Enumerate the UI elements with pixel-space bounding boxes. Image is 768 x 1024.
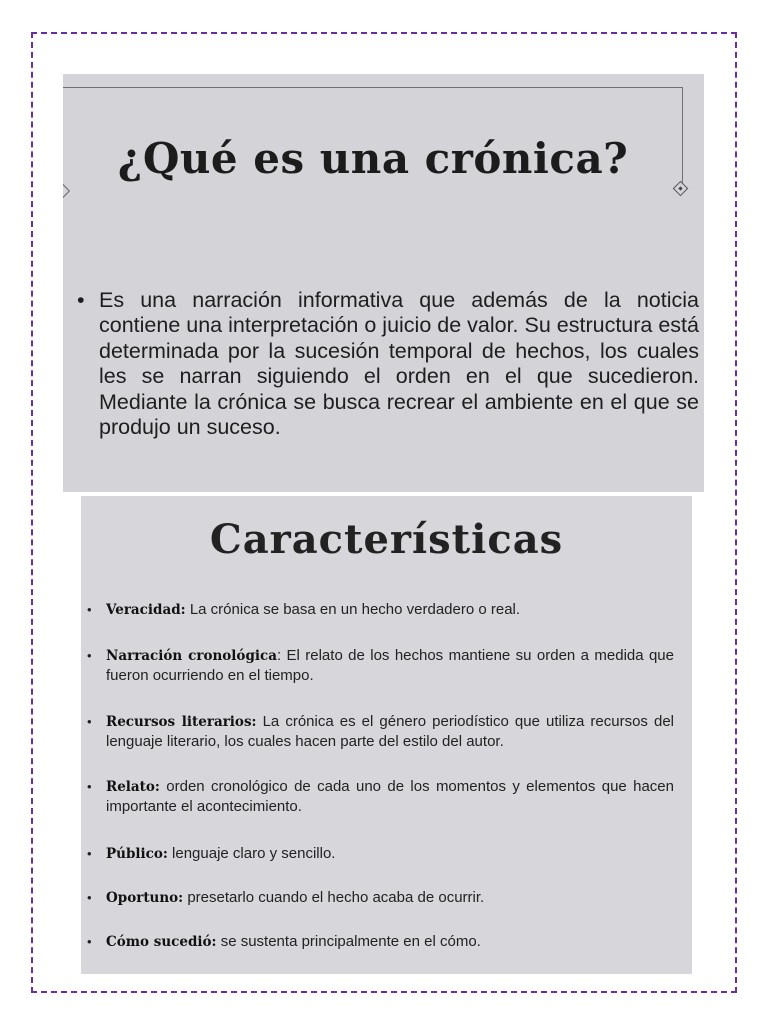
item-text: presetarlo cuando el hecho acaba de ocurrir. bbox=[183, 889, 485, 906]
bullet-icon: • bbox=[87, 934, 92, 949]
list-item-relato bbox=[87, 777, 674, 816]
list-item-veracidad bbox=[87, 600, 674, 620]
item-text: orden cronológico de cada uno de los momentos y elementos que hacen importante el acontecimiento. bbox=[106, 778, 674, 815]
slide-top-rule bbox=[63, 87, 683, 88]
item-text: La crónica es el género periodístico que utiliza recursos del lenguaje literario, los cuales hacen parte del estilo del autor. bbox=[106, 713, 674, 750]
slide-title: ¿Qué es una crónica? bbox=[117, 134, 629, 183]
item-term: Oportuno: bbox=[106, 890, 184, 906]
bullet-icon: • bbox=[87, 846, 92, 861]
definition-paragraph bbox=[77, 288, 699, 440]
list-item-recursos-literarios bbox=[87, 712, 674, 751]
item-term: Recursos literarios: bbox=[106, 714, 257, 730]
slide-characteristics bbox=[81, 496, 692, 974]
bullet-icon: • bbox=[87, 602, 92, 617]
diamond-ornament-left-icon bbox=[63, 184, 70, 198]
item-term: Narración cronológica bbox=[106, 648, 277, 664]
item-term: Cómo sucedió: bbox=[106, 934, 217, 950]
item-text: : El relato de los hechos mantiene su orden a medida que fueron ocurriendo en el tiempo. bbox=[106, 647, 674, 684]
characteristics-title: Características bbox=[209, 516, 564, 563]
item-term: Relato: bbox=[106, 779, 160, 795]
item-text: lenguaje claro y sencillo. bbox=[167, 845, 336, 862]
bullet-icon: • bbox=[87, 779, 92, 794]
bullet-icon: • bbox=[77, 288, 85, 312]
definition-text: Es una narración informativa que además de la noticia contiene una interpretación o juicio de valor. Su estructura está determinada por la sucesión temporal de hechos, los cuales les se narran siguiendo el orden en el que sucedieron. Mediante la crónica se busca recrear el ambiente en el que se produjo un suceso. bbox=[99, 288, 699, 440]
item-text: La crónica se basa en un hecho verdadero o real. bbox=[185, 601, 521, 618]
bullet-icon: • bbox=[87, 890, 92, 905]
bullet-icon: • bbox=[87, 714, 92, 729]
slide-what-is-chronicle bbox=[63, 74, 704, 492]
list-item-narracion-cronologica bbox=[87, 646, 674, 685]
list-item-publico bbox=[87, 844, 674, 864]
bullet-icon: • bbox=[87, 648, 92, 663]
diamond-ornament-icon bbox=[673, 181, 689, 197]
list-item-como-sucedio bbox=[87, 932, 674, 952]
item-text: se sustenta principalmente en el cómo. bbox=[216, 933, 481, 950]
item-term: Público: bbox=[106, 846, 168, 862]
list-item-oportuno bbox=[87, 888, 674, 908]
item-term: Veracidad: bbox=[106, 602, 186, 618]
